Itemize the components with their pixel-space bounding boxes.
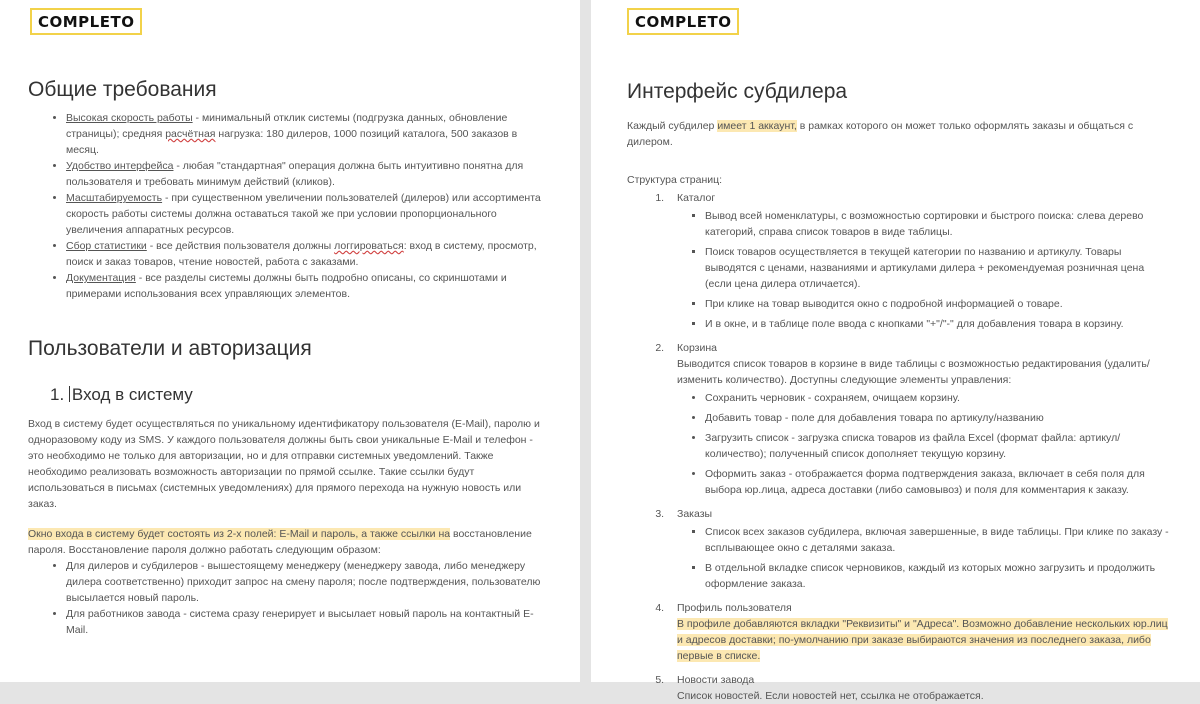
list-item: ▪ Список всех заказов субдилера, включая завершенные, в виде таблицы. При клике по заказу - всплывающее окно с деталями заказа. <box>705 524 1170 556</box>
list-item: • Сбор статистики - все действия пользователя должны логгироваться: вход в систему, просмотр, поиск и заказ товаров, чтение новостей, работа с заказами. <box>66 238 550 270</box>
document-page-left <box>0 0 580 682</box>
list-item: • Загрузить список - загрузка списка товаров из файла Excel (формат файла: артикул/количество); полученный список дополняет текущую корзину. <box>705 430 1170 462</box>
list-item: • Оформить заказ - отображается форма подтверждения заказа, включает в себя поля для выбора юр.лица, адреса доставки (либо самовывоз) и поля для комментария к заказу. <box>705 466 1170 498</box>
list-item: • Удобство интерфейса - любая "стандартная" операция должна быть интуитивно понятна для пользователя и требовать минимум действий (кликов). <box>66 158 550 190</box>
completo-logo: COMPLETO <box>627 8 739 35</box>
structure-item-news: 5. Новости завода Список новостей. Если новостей нет, ссылка не отображается. <box>667 672 1170 704</box>
cart-sublist <box>677 390 1170 498</box>
completo-logo: COMPLETO <box>30 8 142 35</box>
login-window-paragraph: Окно входа в систему будет состоять из 2-х полей: E-Mail и пароль, а также ссылки на восстановление пароля. Восстановление пароля должно работать следующим образом: <box>28 527 532 556</box>
list-item: • Документация - все разделы системы должны быть подробно описаны, со скриншотами и примерами использования всех управляющих элементов. <box>66 270 550 302</box>
orders-sublist <box>677 524 1170 592</box>
page-structure-list <box>627 190 1170 704</box>
list-item: ▪ Поиск товаров осуществляется в текущей категории по названию и артикулу. Товары выводятся с ценами, названиями и артикулами дилера + рекомендуемая розничная цена (если цена дилера отличается). <box>705 244 1170 292</box>
list-item: • Добавить товар - поле для добавления товара по артикулу/названию <box>705 410 1170 426</box>
catalog-sublist <box>677 208 1170 332</box>
list-item: ▪ Вывод всей номенклатуры, с возможностью сортировки и быстрого поиска: слева дерево категорий, справа список товаров в виде таблицы. <box>705 208 1170 240</box>
password-recovery-list <box>28 558 550 638</box>
section-heading-subdealer: Интерфейс субдилера <box>627 80 848 103</box>
list-item: • Для работников завода - система сразу генерирует и высылает новый пароль на контактный E-Mail. <box>66 606 550 638</box>
list-item: ▪ При клике на товар выводится окно с подробной информацией о товаре. <box>705 296 1170 312</box>
structure-item-cart: 2. Корзина Выводится список товаров в корзине в виде таблицы с возможностью редактирования (удалить/изменить количество). Доступны следующие элементы управления: • Сохранить черновик - сохраняем, очищаем корзину. • Добавить товар - поле для добавления товара по артикулу/названию • Загрузить список - загрузка списка товаров из файла Excel (формат файла: артикул/количество); полученный список дополняет текущую корзину. • Оформить заказ - отображается форма подтверждения заказа, включает в себя поля для выбора юр.лица, адреса доставки (либо самовывоз) и поля для комментария к заказу. <box>667 340 1170 498</box>
login-paragraph: Вход в систему будет осуществляться по уникальному идентификатору пользователя (E-Mail), паролю и одноразовому коду из SMS. У каждого пользователя должны быть свои уникальные E-Mail и телефон - это необходимо не только для авторизации, но и для отправки системных уведомлений. Также необходимо реализовать возможность авторизации по прямой ссылке. Такие ссылки будут использоваться в письмах (системных уведомлениях) для прямого перехода на нужную новость или заказ. <box>28 417 540 510</box>
list-item: • Масштабируемость - при существенном увеличении пользователей (дилеров) или ассортимента скорость работы системы должна оставаться такой же при условии пропорционального увеличения аппаратных ресурсов. <box>66 190 550 238</box>
structure-item-orders: 3. Заказы ▪ Список всех заказов субдилера, включая завершенные, в виде таблицы. При клике по заказу - всплывающее окно с деталями заказа. ▪ В отдельной вкладке список черновиков, каждый из которых можно загрузить и продолжить оформление заказа. <box>667 506 1170 592</box>
text-cursor <box>69 386 70 402</box>
structure-label: Структура страниц: <box>627 174 723 187</box>
structure-item-catalog: 1. Каталог ▪ Вывод всей номенклатуры, с возможностью сортировки и быстрого поиска: слева дерево категорий, справа список товаров в виде таблицы. ▪ Поиск товаров осуществляется в текущей категории по названию и артикулу. Товары выводятся с ценами, названиями и артикулами дилера + рекомендуемая розничная цена (если цена дилера отличается). ▪ При клике на товар выводится окно с подробной информацией о товаре. ▪ И в окне, и в таблице поле ввода с кнопками "+"/"-" для добавления товара в корзину. <box>667 190 1170 332</box>
news-description: Список новостей. Если новостей нет, ссылка не отображается. <box>677 690 984 703</box>
document-page-right <box>591 0 1200 703</box>
list-item: • Высокая скорость работы - минимальный отклик системы (подгрузка данных, обновление страницы); средняя расчётная нагрузка: 180 дилеров, 1000 позиций каталога, 500 заказов в месяц. <box>66 110 550 158</box>
list-item: • Сохранить черновик - сохраняем, очищаем корзину. <box>705 390 1170 406</box>
subdealer-intro: Каждый субдилер имеет 1 аккаунт, в рамках которого он может только оформлять заказы и общаться с дилером. <box>627 120 1134 149</box>
section-heading-general: Общие требования <box>28 78 217 101</box>
list-item: ▪ И в окне, и в таблице поле ввода с кнопками "+"/"-" для добавления товара в корзину. <box>705 316 1170 332</box>
subheading-login: 1. Вход в систему <box>50 385 193 405</box>
structure-item-profile: 4. Профиль пользователя В профиле добавляются вкладки "Реквизиты" и "Адреса". Возможно добавление нескольких юр.лиц и адресов доставки; по-умолчанию при заказе выбираются значения из последнего заказа, либо первые в списке. <box>667 600 1170 664</box>
requirements-list <box>28 110 550 302</box>
profile-description: В профиле добавляются вкладки "Реквизиты" и "Адреса". Возможно добавление нескольких юр.лиц и адресов доставки; по-умолчанию при заказе выбираются значения из последнего заказа, либо первые в списке. <box>677 618 1168 663</box>
list-item: • Для дилеров и субдилеров - вышестоящему менеджеру (менеджеру завода, либо менеджеру дилера соответственно) приходит запрос на смену пароля; после подтверждения, пользователю высылается новый пароль. <box>66 558 550 606</box>
list-item: ▪ В отдельной вкладке список черновиков, каждый из которых можно загрузить и продолжить оформление заказа. <box>705 560 1170 592</box>
section-heading-users: Пользователи и авторизация <box>28 337 312 361</box>
cart-description: Выводится список товаров в корзине в виде таблицы с возможностью редактирования (удалить/изменить количество). Доступны следующие элементы управления: <box>677 358 1150 387</box>
